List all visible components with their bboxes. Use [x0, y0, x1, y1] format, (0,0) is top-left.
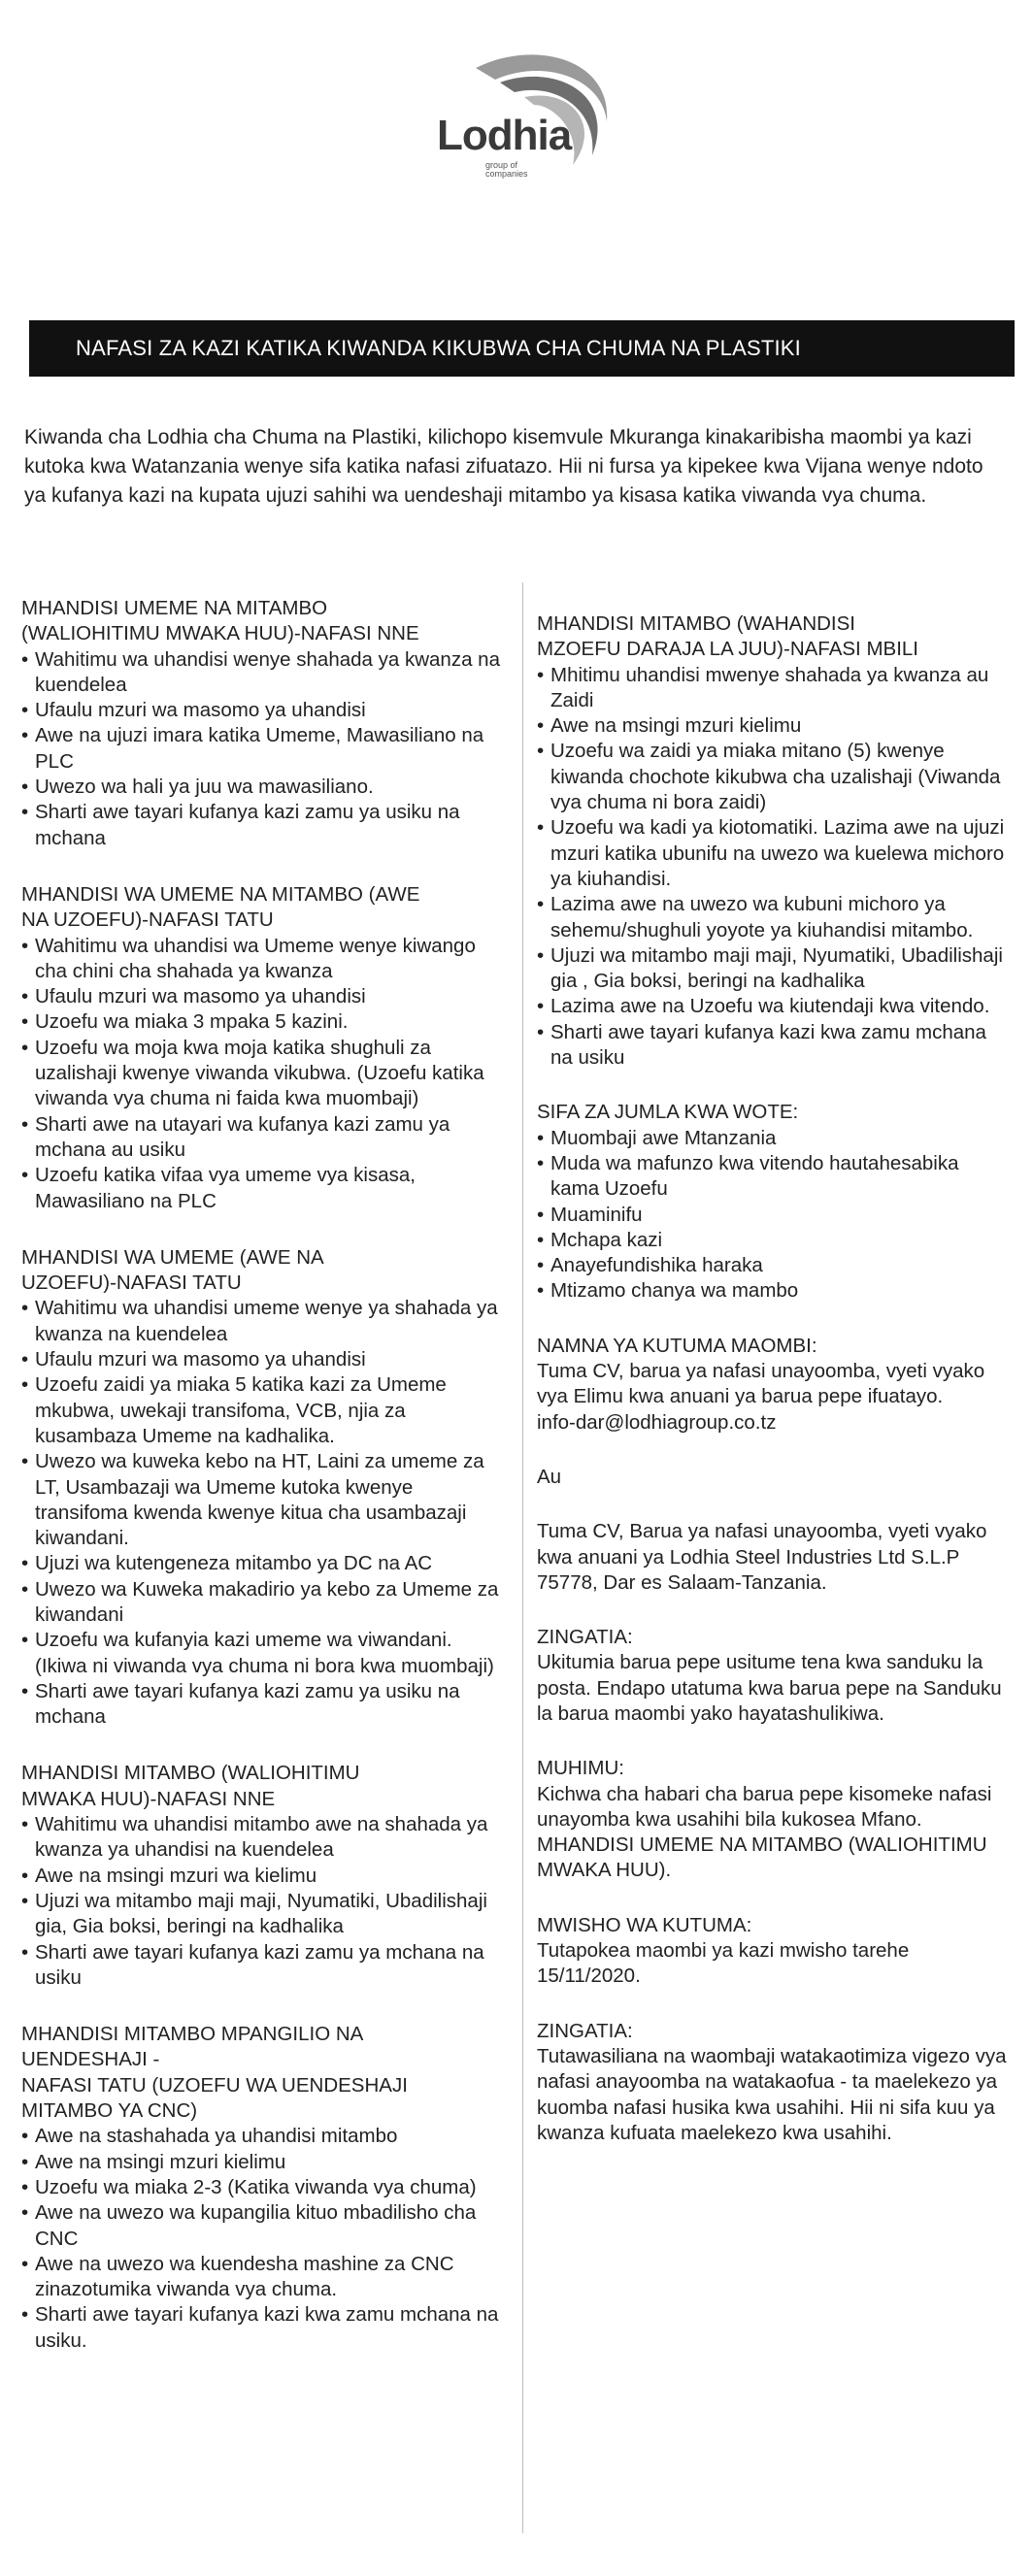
- note-text-1: Ukitumia barua pepe usitume tena kwa sanduku la posta. Endapo utatuma kwa barua pepe na Sanduku la barua maombi yako hayatashulikiwa.: [537, 1651, 1002, 1725]
- requirement-item: • Sharti awe tayari kufanya kazi zamu ya mchana na usiku: [21, 1940, 507, 1992]
- requirement-item: • Wahitimu wa uhandisi wa Umeme wenye kiwango cha chini cha shahada ya kwanza: [21, 934, 507, 985]
- requirement-item: • Uzoefu zaidi ya miaka 5 katika kazi za Umeme mkubwa, uwekaji transifoma, VCB, njia za kusambaza Umeme na kadhalika.: [21, 1372, 507, 1449]
- job-section: [537, 611, 1013, 1071]
- postal-address-text: Tuma CV, Barua ya nafasi unayoomba, vyeti vyako kwa anuani ya Lodhia Steel Industries Ltd S.L.P 75778, Dar es Salaam-Tanzania.: [537, 1520, 987, 1594]
- requirement-item: • Awe na msingi mzuri kielimu: [21, 2150, 507, 2175]
- important-section: [537, 1756, 1013, 1883]
- note-section-1: [537, 1625, 1013, 1727]
- requirement-item: • Uwezo wa kuweka kebo na HT, Laini za umeme za LT, Usambazaji wa Umeme kutoka kwenye transifoma kwenda kwenye kitua cha usambazaji kiwandani.: [21, 1449, 507, 1551]
- requirement-item: • Lazima awe na Uzoefu wa kiutendaji kwa vitendo.: [537, 994, 1013, 1019]
- requirement-item: • Lazima awe na uwezo wa kubuni michoro ya sehemu/shughuli yoyote ya kiuhandisi mitambo.: [537, 892, 1013, 943]
- section-heading: MWAKA HUU)-NAFASI NNE: [21, 1787, 276, 1810]
- requirement-item: • Uzoefu wa miaka 3 mpaka 5 kazini.: [21, 1009, 507, 1035]
- requirement-item: • Sharti awe na utayari wa kufanya kazi zamu ya mchana au usiku: [21, 1112, 507, 1164]
- important-heading: MUHIMU:: [537, 1757, 624, 1780]
- requirement-item: • Sharti awe tayari kufanya kazi zamu ya usiku na mchana: [21, 1679, 507, 1731]
- requirement-item: • Wahitimu wa uhandisi wenye shahada ya kwanza na kuendelea: [21, 647, 507, 699]
- page-title-banner: NAFASI ZA KAZI KATIKA KIWANDA KIKUBWA CHA CHUMA NA PLASTIKI: [29, 320, 1015, 377]
- deadline-text: Tutapokea maombi ya kazi mwisho tarehe 15/11/2020.: [537, 1939, 910, 1988]
- section-heading: MZOEFU DARAJA LA JUU)-NAFASI MBILI: [537, 638, 918, 661]
- note-section-2: [537, 2019, 1013, 2146]
- application-email[interactable]: info-dar@lodhiagroup.co.tz: [537, 1410, 777, 1434]
- requirement-item: • Sharti awe tayari kufanya kazi kwa zamu mchana na usiku.: [21, 2302, 507, 2354]
- requirement-item: • Muaminifu: [537, 1203, 1013, 1228]
- job-section: [21, 2022, 507, 2354]
- section-heading: UENDESHAJI -: [21, 2048, 160, 2071]
- how-to-apply-section: [537, 1334, 1013, 1596]
- requirement-item: • Uzoefu wa zaidi ya miaka mitano (5) kwenye kiwanda chochote kikubwa cha uzalishaji (Viwanda vya chuma ni bora zaidi): [537, 739, 1013, 815]
- section-heading: MHANDISI MITAMBO (WAHANDISI: [537, 612, 855, 635]
- section-heading: MHANDISI MITAMBO MPANGILIO NA: [21, 2023, 364, 2046]
- section-heading: (WALIOHITIMU MWAKA HUU)-NAFASI NNE: [21, 622, 419, 645]
- requirement-item: • Awe na ujuzi imara katika Umeme, Mawasiliano na PLC: [21, 723, 507, 775]
- requirement-item: • Awe na stashahada ya uhandisi mitambo: [21, 2124, 507, 2149]
- logo-tagline: group of companies: [485, 160, 528, 179]
- section-heading: SIFA ZA JUMLA KWA WOTE:: [537, 1101, 799, 1124]
- requirement-item: • Uzoefu wa miaka 2-3 (Katika viwanda vya chuma): [21, 2175, 507, 2200]
- left-column: [21, 596, 507, 2385]
- section-heading: NA UZOEFU)-NAFASI TATU: [21, 908, 274, 932]
- requirement-item: • Awe na msingi mzuri kielimu: [537, 713, 1013, 739]
- requirement-item: • Ufaulu mzuri wa masomo ya uhandisi: [21, 698, 507, 723]
- requirement-item: • Ujuzi wa kutengeneza mitambo ya DC na AC: [21, 1551, 507, 1576]
- requirement-item: • Muombaji awe Mtanzania: [537, 1126, 1013, 1151]
- job-section: [21, 1245, 507, 1731]
- requirement-item: • Ujuzi wa mitambo maji maji, Nyumatiki, Ubadilishaji gia, Gia boksi, beringi na kadhalika: [21, 1889, 507, 1940]
- how-to-apply-heading: NAMNA YA KUTUMA MAOMBI:: [537, 1334, 817, 1357]
- or-text: Au: [537, 1465, 562, 1488]
- job-section: [21, 1761, 507, 1991]
- requirement-item: • Uzoefu wa kufanyia kazi umeme wa viwandani. (Ikiwa ni viwanda vya chuma ni bora kwa muombaji): [21, 1628, 507, 1679]
- note-heading-2: ZINGATIA:: [537, 2019, 633, 2042]
- requirement-item: • Wahitimu wa uhandisi umeme wenye ya shahada ya kwanza na kuendelea: [21, 1296, 507, 1347]
- requirement-item: • Mtizamo chanya wa mambo: [537, 1278, 1013, 1304]
- job-section: [21, 882, 507, 1214]
- requirement-item: • Uzoefu wa kadi ya kiotomatiki. Lazima awe na ujuzi mzuri katika ubunifu na uwezo wa kuelewa michoro ya kiuhandisi.: [537, 815, 1013, 892]
- how-to-apply-text: Tuma CV, barua ya nafasi unayoomba, vyeti vyako vya Elimu kwa anuani ya barua pepe ifuatayo.: [537, 1360, 985, 1408]
- section-heading: UZOEFU)-NAFASI TATU: [21, 1271, 242, 1295]
- note-heading-1: ZINGATIA:: [537, 1626, 633, 1649]
- requirement-item: • Uwezo wa Kuweka makadirio ya kebo za Umeme za kiwandani: [21, 1577, 507, 1629]
- requirement-item: • Uzoefu katika vifaa vya umeme vya kisasa, Mawasiliano na PLC: [21, 1163, 507, 1214]
- requirement-item: • Mhitimu uhandisi mwenye shahada ya kwanza au Zaidi: [537, 663, 1013, 714]
- right-column: [537, 611, 1013, 2175]
- section-heading: MHANDISI WA UMEME (AWE NA: [21, 1245, 324, 1269]
- requirement-item: • Uzoefu wa moja kwa moja katika shughuli za uzalishaji kwenye viwanda vikubwa. (Uzoefu katika viwanda vya chuma ni faida kwa muombaji): [21, 1036, 507, 1112]
- important-text: Kichwa cha habari cha barua pepe kisomeke nafasi unayomba kwa usahihi bila kukosea Mfano. MHANDISI UMEME NA MITAMBO (WALIOHITIMU MWAKA HUU).: [537, 1782, 992, 1882]
- column-divider: [522, 582, 523, 2533]
- requirement-item: • Ufaulu mzuri wa masomo ya uhandisi: [21, 1347, 507, 1372]
- deadline-section: [537, 1913, 1013, 1990]
- job-section: [21, 596, 507, 851]
- requirement-item: • Ufaulu mzuri wa masomo ya uhandisi: [21, 984, 507, 1009]
- company-logo: [408, 39, 641, 184]
- intro-paragraph: Kiwanda cha Lodhia cha Chuma na Plastiki, kilichopo kisemvule Mkuranga kinakaribisha maombi ya kazi kutoka kwa Watanzania wenye sifa katika nafasi zifuatazo. Hii ni fursa ya kipekee kwa Vijana wenye ndoto ya kufanya kazi na kupata ujuzi sahihi wa uendeshaji mitambo ya kisasa katika viwanda vya chuma.: [24, 426, 983, 507]
- section-heading: MHANDISI UMEME NA MITAMBO: [21, 597, 328, 619]
- requirement-item: • Ujuzi wa mitambo maji maji, Nyumatiki, Ubadilishaji gia , Gia boksi, beringi na kadhalika: [537, 943, 1013, 995]
- requirement-item: • Awe na uwezo wa kupangilia kituo mbadilisho cha CNC: [21, 2200, 507, 2252]
- requirement-item: • Wahitimu wa uhandisi mitambo awe na shahada ya kwanza ya uhandisi na kuendelea: [21, 1812, 507, 1864]
- logo-name: Lodhia: [437, 112, 572, 159]
- section-heading: MHANDISI WA UMEME NA MITAMBO (AWE: [21, 882, 420, 906]
- requirement-item: • Muda wa mafunzo kwa vitendo hautahesabika kama Uzoefu: [537, 1151, 1013, 1203]
- requirement-item: • Awe na uwezo wa kuendesha mashine za CNC zinazotumika viwanda vya chuma.: [21, 2252, 507, 2303]
- requirement-item: • Anayefundishika haraka: [537, 1253, 1013, 1278]
- job-section: [537, 1100, 1013, 1304]
- section-heading: NAFASI TATU (UZOEFU WA UENDESHAJI: [21, 2073, 408, 2097]
- section-heading: MITAMBO YA CNC): [21, 2099, 198, 2123]
- deadline-heading: MWISHO WA KUTUMA:: [537, 1913, 752, 1936]
- requirement-item: • Sharti awe tayari kufanya kazi zamu ya usiku na mchana: [21, 800, 507, 851]
- requirement-item: • Sharti awe tayari kufanya kazi kwa zamu mchana na usiku: [537, 1020, 1013, 1072]
- requirement-item: • Uwezo wa hali ya juu wa mawasiliano.: [21, 775, 507, 800]
- note-text-2: Tutawasiliana na waombaji watakaotimiza vigezo vya nafasi anayoomba na watakaofua - ta maelekezo ya kuomba nafasi husika kwa usahihi. Hii ni sifa kuu ya kwanza kufuata maelekezo kwa usahihi.: [537, 2044, 1007, 2144]
- requirement-item: • Awe na msingi mzuri wa kielimu: [21, 1864, 507, 1889]
- requirement-item: • Mchapa kazi: [537, 1228, 1013, 1253]
- section-heading: MHANDISI MITAMBO (WALIOHITIMU: [21, 1762, 360, 1785]
